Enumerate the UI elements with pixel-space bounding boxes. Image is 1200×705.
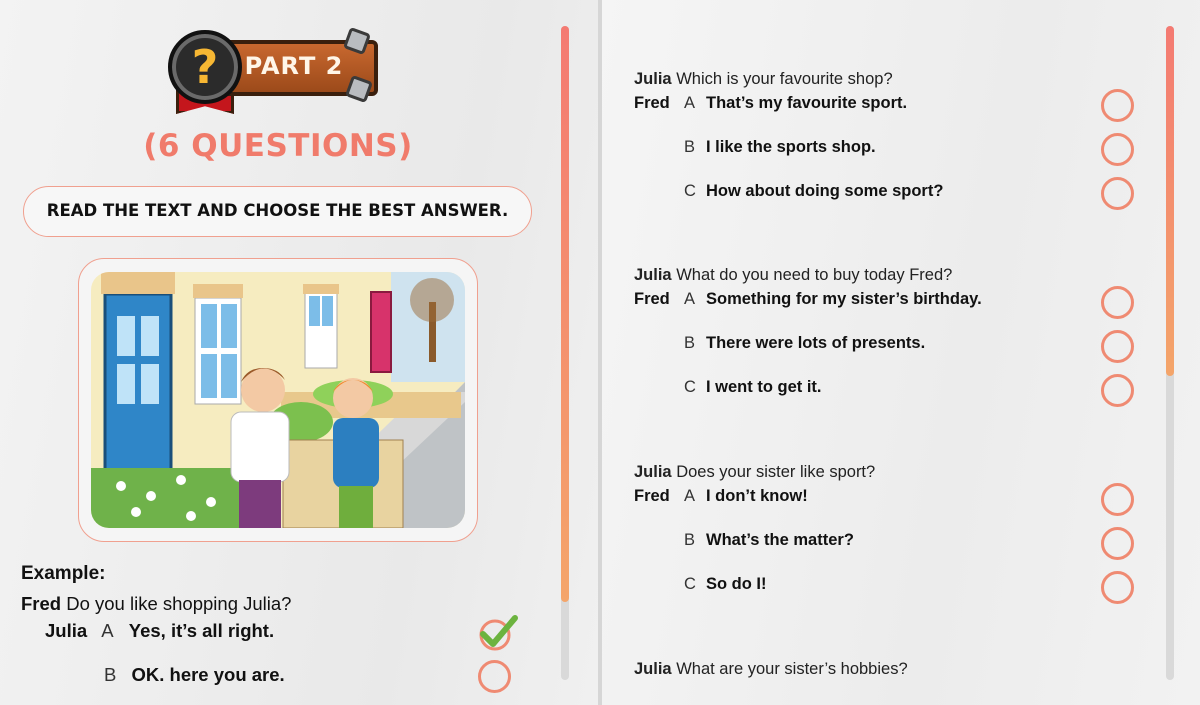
speaker-name: Fred [21, 593, 62, 614]
question-1-option-a[interactable] [634, 94, 907, 113]
instruction-box: READ THE TEXT AND CHOOSE THE BEST ANSWER. [23, 186, 532, 237]
left-panel [0, 0, 598, 705]
badge-symbol: ? [191, 40, 219, 94]
prompt-text: What do you need to buy today Fred? [676, 266, 953, 284]
prompt-text: What are your sister’s hobbies? [676, 660, 908, 678]
questions-count: (6 QUESTIONS) [143, 128, 413, 164]
option-letter: B [104, 664, 117, 685]
option-text: Something for my sister’s birthday. [706, 290, 982, 308]
left-scrollbar[interactable] [561, 26, 569, 680]
option-letter: B [684, 138, 696, 156]
option-text: I went to get it. [706, 378, 822, 396]
radio-circle-icon[interactable] [1101, 177, 1134, 210]
question-1-option-b[interactable] [684, 138, 876, 157]
prompt-text: Do you like shopping Julia? [66, 593, 292, 614]
radio-circle-icon[interactable] [478, 660, 511, 693]
option-text: I like the sports shop. [706, 138, 876, 156]
question-3-option-a[interactable] [634, 487, 808, 506]
part-label: PART 2 [244, 52, 344, 80]
radio-circle-icon[interactable] [1101, 374, 1134, 407]
option-letter: C [684, 182, 696, 200]
illustration-image [91, 272, 465, 528]
radio-circle-icon[interactable] [1101, 133, 1134, 166]
option-text: What’s the matter? [706, 531, 854, 549]
option-text: How about doing some sport? [706, 182, 944, 200]
example-option-b[interactable] [104, 664, 285, 686]
radio-circle-icon[interactable] [1101, 330, 1134, 363]
option-text: Yes, it’s all right. [128, 620, 275, 641]
option-letter: A [101, 620, 114, 641]
speaker-name: Julia [634, 70, 672, 88]
question-2-option-b[interactable] [684, 334, 925, 353]
right-panel [602, 0, 1200, 705]
speaker-name: Julia [634, 660, 672, 678]
option-text: That’s my favourite sport. [706, 94, 908, 112]
option-letter: A [684, 94, 696, 112]
option-text: I don’t know! [706, 487, 808, 505]
question-4-prompt [634, 660, 908, 679]
option-letter: B [684, 531, 696, 549]
option-letter: C [684, 378, 696, 396]
question-2-option-a[interactable] [634, 290, 982, 309]
question-1-option-c[interactable] [684, 182, 943, 201]
speaker-name: Fred [634, 94, 670, 112]
option-text: So do I! [706, 575, 767, 593]
question-3-prompt [634, 463, 875, 482]
radio-circle-icon[interactable] [1101, 89, 1134, 122]
speaker-name: Julia [634, 463, 672, 481]
option-text: OK. here you are. [131, 664, 285, 685]
option-letter: A [684, 487, 696, 505]
option-text: There were lots of presents. [706, 334, 926, 352]
speaker-name: Fred [634, 487, 670, 505]
speaker-name: Julia [634, 266, 672, 284]
question-2-option-c[interactable] [684, 378, 822, 397]
question-2-prompt [634, 266, 952, 285]
radio-circle-icon[interactable] [1101, 527, 1134, 560]
prompt-text: Does your sister like sport? [676, 463, 876, 481]
right-scrollbar-thumb[interactable] [1166, 26, 1174, 376]
question-3-option-c[interactable] [684, 575, 767, 594]
check-icon[interactable] [477, 612, 519, 652]
radio-circle-icon[interactable] [1101, 483, 1134, 516]
option-letter: B [684, 334, 696, 352]
prompt-text: Which is your favourite shop? [676, 70, 893, 88]
left-scrollbar-thumb[interactable] [561, 26, 569, 602]
speaker-name: Julia [45, 620, 88, 641]
option-letter: A [684, 290, 696, 308]
example-option-a[interactable] [45, 620, 274, 642]
radio-circle-icon[interactable] [1101, 571, 1134, 604]
speaker-name: Fred [634, 290, 670, 308]
part-badge [168, 26, 384, 116]
example-title: Example: [21, 563, 106, 584]
option-letter: C [684, 575, 696, 593]
example-prompt [21, 593, 291, 615]
question-3-option-b[interactable] [684, 531, 854, 550]
radio-circle-icon[interactable] [1101, 286, 1134, 319]
question-1-prompt [634, 70, 893, 89]
right-scrollbar[interactable] [1166, 26, 1174, 680]
